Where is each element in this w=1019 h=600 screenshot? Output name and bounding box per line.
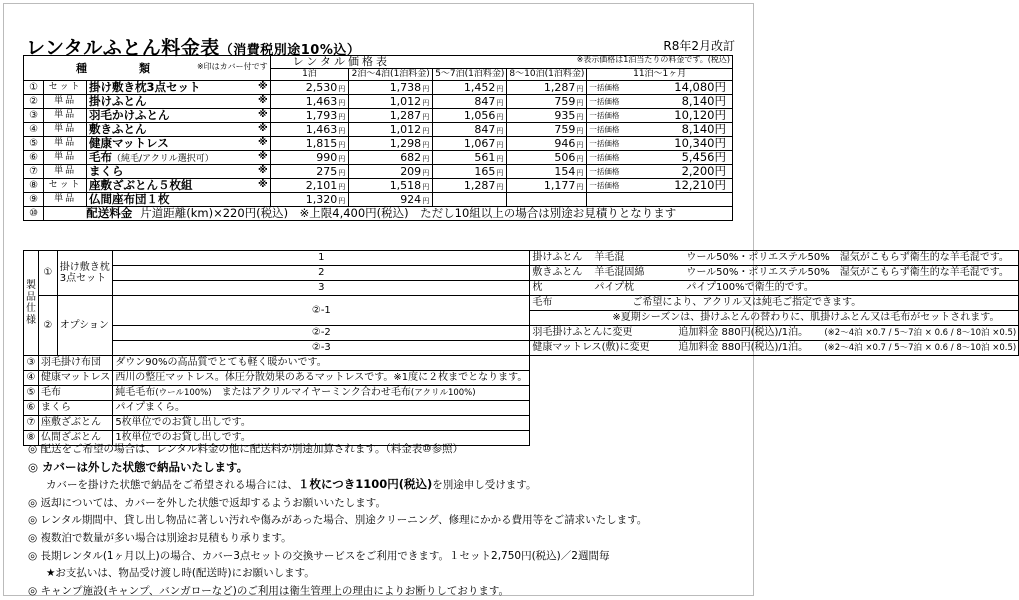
spec-option-row-3: ②-3 健康マットレス(敷)に変更 追加料金 880円(税込)/1泊。 (※2～4泊 ×0.7 / 5～7泊 × 0.6 / 8～10泊 ×0.5) bbox=[24, 341, 1019, 356]
price-4: 935円 bbox=[507, 109, 587, 123]
price-2: 1,012円 bbox=[349, 95, 433, 109]
row-name: 羽毛かけふとん ※ bbox=[87, 109, 271, 123]
spec-no: ⑤ bbox=[24, 386, 39, 401]
price-1: 1,815円 bbox=[270, 137, 349, 151]
price-5: 一括価格 10,340円 bbox=[587, 137, 733, 151]
row-kind: 単品 bbox=[44, 109, 87, 123]
note-2: ◎ カバーは外した状態で納品いたします。 bbox=[28, 459, 249, 474]
spec-row bbox=[24, 401, 1019, 416]
price-row bbox=[24, 109, 733, 123]
price-2: 1,287円 bbox=[349, 109, 433, 123]
row-name: 敷きふとん ※ bbox=[87, 123, 271, 137]
spec-name: まくら bbox=[39, 401, 113, 416]
row-no: ⑧ bbox=[24, 179, 44, 193]
row-name: まくら ※ bbox=[87, 165, 271, 179]
row-kind: 単品 bbox=[44, 137, 87, 151]
row-kind: セット bbox=[44, 179, 87, 193]
note-6-sub: ★お支払いは、物品受け渡し時(配送時)にお願いします。 bbox=[46, 567, 315, 580]
delivery-text: 片道距離(km)×220円(税込) ※上限4,400円(税込) ただし10組以上の場合は別途お見積りとなります bbox=[140, 205, 677, 220]
row-kind: セット bbox=[44, 81, 87, 95]
spec-name: 羽毛掛け布団 bbox=[39, 356, 113, 371]
price-row bbox=[24, 179, 733, 193]
price-5: 一括価格 14,080円 bbox=[587, 81, 733, 95]
note-4: ◎ レンタル期間中、貸し出し物品に著しい汚れや傷みがあった場合、別途クリーニング、修理にかかる費用等をご請求いたします。 bbox=[28, 514, 648, 527]
row-no: ⑦ bbox=[24, 165, 44, 179]
spec-row bbox=[24, 386, 1019, 401]
spec-desc: ダウン90%の高品質でとても軽く暖かいです。 bbox=[113, 356, 530, 371]
row-kind: 単品 bbox=[44, 193, 87, 207]
spec-desc: 純毛毛布(ウール100%) またはアクリルマイヤーミンク合わせ毛布(アクリル100%) bbox=[113, 386, 530, 401]
row-name: 健康マットレス ※ bbox=[87, 137, 271, 151]
price-5: 一括価格 10,120円 bbox=[587, 109, 733, 123]
spec-name: 仏間ざぶとん bbox=[39, 431, 113, 446]
delivery-no: ⑩ bbox=[24, 207, 44, 221]
price-3: 1,287円 bbox=[433, 179, 507, 193]
price-1: 1,320円 bbox=[270, 193, 349, 207]
spec-no: ⑦ bbox=[24, 416, 39, 431]
note-5: ◎ 複数泊で数量が多い場合は別途お見積もり承ります。 bbox=[28, 531, 292, 544]
price-4: 759円 bbox=[507, 123, 587, 137]
note-3: ◎ 返却については、カバーを外した状態で返却するようお願いいたします。 bbox=[28, 496, 386, 509]
delivery-label: 配送料金 bbox=[86, 205, 133, 220]
spec-side-label: 製品仕様 bbox=[24, 251, 39, 356]
price-3: 847円 bbox=[433, 95, 507, 109]
period-1: 1泊 bbox=[270, 68, 349, 81]
spec-no: ③ bbox=[24, 356, 39, 371]
spec-set-row-1: 製品仕様 ① 掛け敷き枕3点セット 1 掛けふとん 羊毛混 ウール50%・ポリエステル50% 湿気がこもらず衛生的な羊毛混です。 bbox=[24, 251, 1019, 266]
set-name: 掛け敷き枕3点セット bbox=[57, 251, 113, 296]
price-1: 990円 bbox=[270, 151, 349, 165]
price-5: 一括価格 5,456円 bbox=[587, 151, 733, 165]
row-name: 座敷ざぶとん５枚組 ※ bbox=[87, 179, 271, 193]
price-3 bbox=[433, 193, 507, 207]
note-7: ◎ キャンプ施設(キャンプ、バンガローなど)のご利用は衛生管理上の理由によりお断りしております。 bbox=[28, 584, 510, 597]
row-kind: 単品 bbox=[44, 123, 87, 137]
price-row bbox=[24, 193, 733, 207]
title-sub: （消費税別途10%込） bbox=[219, 43, 361, 58]
price-3: 561円 bbox=[433, 151, 507, 165]
spec-name: 毛布 bbox=[39, 386, 113, 401]
price-4: 1,177円 bbox=[507, 179, 587, 193]
price-header: レンタル価格表 ※表示価格は1泊当たりの料金です。(税込) bbox=[270, 56, 732, 69]
price-3: 1,452円 bbox=[433, 81, 507, 95]
row-no: ④ bbox=[24, 123, 44, 137]
row-kind: 単品 bbox=[44, 95, 87, 109]
spec-name: 健康マットレス bbox=[39, 371, 113, 386]
price-2: 1,738円 bbox=[349, 81, 433, 95]
price-4: 154円 bbox=[507, 165, 587, 179]
notes bbox=[28, 441, 738, 600]
spec-option-row-2: ②-2 羽毛掛けふとんに変更 追加料金 880円(税込)/1泊。 (※2～4泊 ×0.7 / 5～7泊 × 0.6 / 8～10泊 ×0.5) bbox=[24, 326, 1019, 341]
spec-set-row-2: 2 敷きふとん 羊毛混固綿 ウール50%・ポリエステル50% 湿気がこもらず衛生的な羊毛混です。 bbox=[24, 266, 1019, 281]
period-2: 2泊～4泊(1泊料金) bbox=[349, 68, 433, 81]
price-2: 1,298円 bbox=[349, 137, 433, 151]
spec-row bbox=[24, 416, 1019, 431]
spec-table bbox=[23, 250, 1019, 446]
row-name: 掛けふとん ※ bbox=[87, 95, 271, 109]
price-4: 506円 bbox=[507, 151, 587, 165]
price-row bbox=[24, 95, 733, 109]
row-name: 掛け敷き枕3点セット ※ bbox=[87, 81, 271, 95]
price-2: 1,012円 bbox=[349, 123, 433, 137]
row-no: ⑨ bbox=[24, 193, 44, 207]
price-5: 一括価格 12,210円 bbox=[587, 179, 733, 193]
price-row bbox=[24, 81, 733, 95]
note-2-sub: カバーを掛けた状態で納品をご希望される場合には、１枚につき1100円(税込)を別途申し受けます。 bbox=[46, 477, 537, 492]
spec-others bbox=[24, 356, 1019, 446]
spec-desc: 5枚単位でのお貸し出しです。 bbox=[113, 416, 530, 431]
period-5: 11泊～1ヶ月 bbox=[587, 68, 733, 81]
spec-option-row-1: ② オプション ②-1 毛布 ご希望により、アクリル又は純毛ご指定できます。 bbox=[24, 296, 1019, 311]
price-2: 924円 bbox=[349, 193, 433, 207]
price-row bbox=[24, 123, 733, 137]
price-5: 一括価格 8,140円 bbox=[587, 95, 733, 109]
price-1: 1,463円 bbox=[270, 95, 349, 109]
row-name: 毛布（純毛/アクリル選択可） ※ bbox=[87, 151, 271, 165]
price-5: 一括価格 8,140円 bbox=[587, 123, 733, 137]
period-3: 5～7泊(1泊料金) bbox=[433, 68, 507, 81]
spec-desc: 1枚単位でのお貸し出しです。 bbox=[113, 431, 530, 446]
spec-no: ⑥ bbox=[24, 401, 39, 416]
spec-set-row-3: 3 枕 パイプ枕 パイプ100%で衛生的です。 bbox=[24, 281, 1019, 296]
price-row bbox=[24, 165, 733, 179]
spec-option-row-1b: ※夏期シーズンは、掛けふとんの替わりに、肌掛けふとん又は毛布がセットされます。 bbox=[24, 311, 1019, 326]
price-row bbox=[24, 151, 733, 165]
spec-no: ④ bbox=[24, 371, 39, 386]
price-5 bbox=[587, 193, 733, 207]
delivery-row bbox=[24, 207, 733, 221]
row-kind: 単品 bbox=[44, 151, 87, 165]
spec-desc: 西川の整圧マットレス。体圧分散効果のあるマットレスです。※1度に２枚までとなります。 bbox=[113, 371, 530, 386]
price-1: 2,101円 bbox=[270, 179, 349, 193]
row-kind: 単品 bbox=[44, 165, 87, 179]
price-3: 847円 bbox=[433, 123, 507, 137]
price-3: 1,056円 bbox=[433, 109, 507, 123]
row-no: ⑥ bbox=[24, 151, 44, 165]
row-no: ③ bbox=[24, 109, 44, 123]
spec-name: 座敷ざぶとん bbox=[39, 416, 113, 431]
revision-date: R8年2月改訂 bbox=[663, 39, 735, 53]
price-row bbox=[24, 137, 733, 151]
price-2: 209円 bbox=[349, 165, 433, 179]
price-3: 165円 bbox=[433, 165, 507, 179]
price-4: 1,287円 bbox=[507, 81, 587, 95]
kind-header: 種 類 ※印はカバー付です bbox=[24, 56, 271, 81]
row-name: 仏間座布団１枚 bbox=[87, 193, 271, 207]
price-table bbox=[23, 55, 733, 221]
price-4: 759円 bbox=[507, 95, 587, 109]
spec-row bbox=[24, 356, 1019, 371]
note-6: ◎ 長期レンタル(1ヶ月以上)の場合、カバー3点セットの交換サービスをご利用できます。１セット2,750円(税込)／2週間毎 bbox=[28, 549, 610, 562]
price-2: 1,518円 bbox=[349, 179, 433, 193]
price-4 bbox=[507, 193, 587, 207]
price-1: 2,530円 bbox=[270, 81, 349, 95]
period-4: 8～10泊(1泊料金) bbox=[507, 68, 587, 81]
row-no: ⑤ bbox=[24, 137, 44, 151]
price-1: 275円 bbox=[270, 165, 349, 179]
price-1: 1,463円 bbox=[270, 123, 349, 137]
title-main: レンタルふとん料金表 bbox=[26, 37, 220, 59]
spec-row bbox=[24, 371, 1019, 386]
price-2: 682円 bbox=[349, 151, 433, 165]
spec-desc: パイプまくら。 bbox=[113, 401, 530, 416]
price-rows bbox=[24, 81, 733, 207]
row-no: ② bbox=[24, 95, 44, 109]
price-5: 一括価格 2,200円 bbox=[587, 165, 733, 179]
price-1: 1,793円 bbox=[270, 109, 349, 123]
spec-no: ⑧ bbox=[24, 431, 39, 446]
price-4: 946円 bbox=[507, 137, 587, 151]
row-no: ① bbox=[24, 81, 44, 95]
price-3: 1,067円 bbox=[433, 137, 507, 151]
note-1: ◎ 配送をご希望の場合は、レンタル料金の他に配送料が別途加算されます。（料金表⑩参照） bbox=[28, 443, 464, 455]
option-name: オプション bbox=[57, 296, 113, 356]
